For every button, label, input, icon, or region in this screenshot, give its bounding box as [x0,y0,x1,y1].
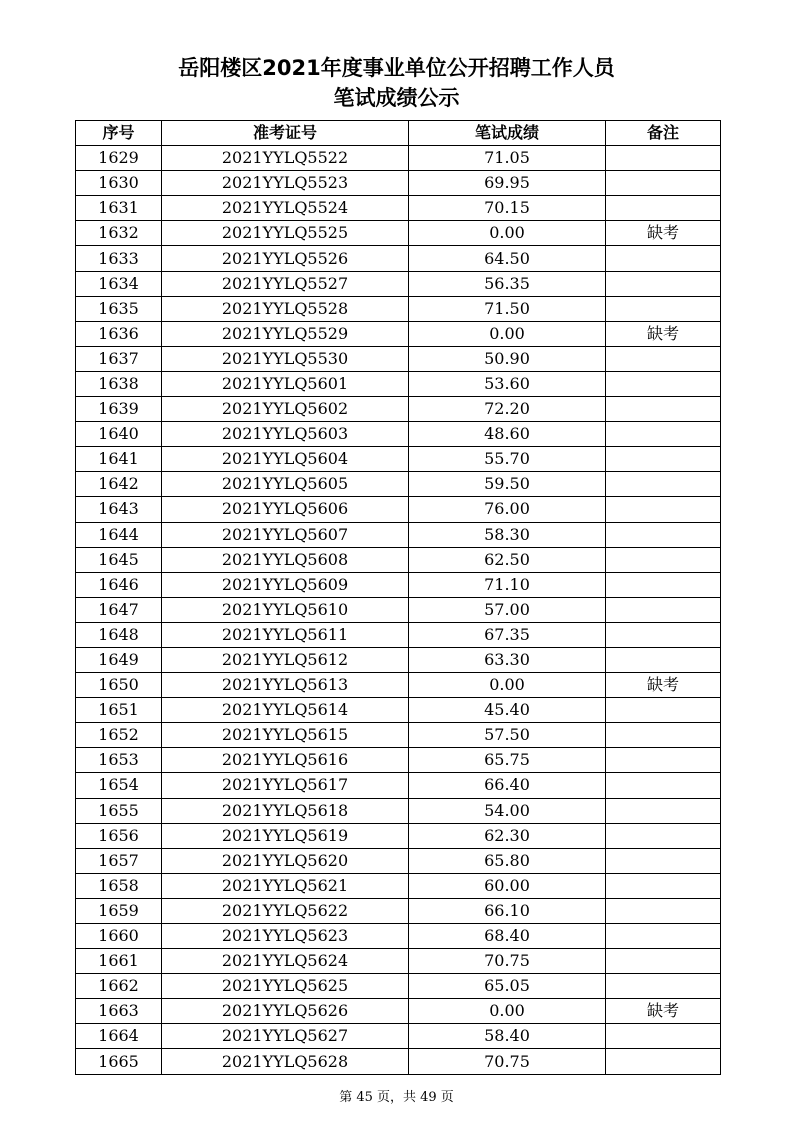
table-row [76,798,721,823]
table-row [76,472,721,497]
cell-remark [606,447,721,472]
cell-seq: 1644 [76,522,162,547]
cell-score: 68.40 [409,924,606,949]
cell-ticket-number: 2021YYLQ5626 [162,999,409,1024]
cell-remark: 缺考 [606,673,721,698]
cell-seq: 1642 [76,472,162,497]
cell-score: 60.00 [409,873,606,898]
cell-score: 48.60 [409,422,606,447]
cell-remark [606,547,721,572]
table-row [76,346,721,371]
table-row [76,848,721,873]
cell-ticket-number: 2021YYLQ5607 [162,522,409,547]
cell-score: 63.30 [409,647,606,672]
cell-ticket-number: 2021YYLQ5623 [162,924,409,949]
cell-seq: 1636 [76,321,162,346]
cell-score: 65.80 [409,848,606,873]
table-row [76,673,721,698]
cell-score: 57.50 [409,723,606,748]
cell-ticket-number: 2021YYLQ5603 [162,422,409,447]
cell-seq: 1652 [76,723,162,748]
cell-seq: 1656 [76,823,162,848]
cell-seq: 1640 [76,422,162,447]
cell-remark: 缺考 [606,321,721,346]
cell-ticket-number: 2021YYLQ5602 [162,397,409,422]
cell-ticket-number: 2021YYLQ5528 [162,296,409,321]
cell-remark [606,698,721,723]
cell-seq: 1654 [76,773,162,798]
cell-ticket-number: 2021YYLQ5611 [162,622,409,647]
cell-seq: 1634 [76,271,162,296]
cell-score: 59.50 [409,472,606,497]
cell-score: 65.05 [409,974,606,999]
cell-ticket-number: 2021YYLQ5617 [162,773,409,798]
cell-score: 0.00 [409,321,606,346]
cell-seq: 1631 [76,196,162,221]
cell-remark [606,848,721,873]
cell-ticket-number: 2021YYLQ5621 [162,873,409,898]
table-row [76,773,721,798]
cell-ticket-number: 2021YYLQ5614 [162,698,409,723]
header-seq: 序号 [76,121,162,146]
cell-seq: 1665 [76,1049,162,1074]
table-row [76,924,721,949]
cell-remark [606,798,721,823]
cell-remark [606,622,721,647]
cell-score: 65.75 [409,748,606,773]
cell-score: 55.70 [409,447,606,472]
table-row [76,572,721,597]
cell-ticket-number: 2021YYLQ5525 [162,221,409,246]
cell-remark [606,723,721,748]
table-row [76,647,721,672]
cell-ticket-number: 2021YYLQ5522 [162,146,409,171]
cell-seq: 1630 [76,171,162,196]
cell-ticket-number: 2021YYLQ5620 [162,848,409,873]
cell-seq: 1638 [76,371,162,396]
table-row [76,146,721,171]
cell-ticket-number: 2021YYLQ5618 [162,798,409,823]
cell-remark [606,1049,721,1074]
cell-score: 71.10 [409,572,606,597]
cell-remark [606,647,721,672]
table-row [76,823,721,848]
table-header-row [76,121,721,146]
cell-seq: 1660 [76,924,162,949]
cell-seq: 1655 [76,798,162,823]
cell-score: 54.00 [409,798,606,823]
cell-remark [606,597,721,622]
table-row [76,974,721,999]
cell-ticket-number: 2021YYLQ5627 [162,1024,409,1049]
cell-score: 72.20 [409,397,606,422]
cell-ticket-number: 2021YYLQ5608 [162,547,409,572]
table-row [76,898,721,923]
cell-seq: 1648 [76,622,162,647]
header-remark: 备注 [606,121,721,146]
cell-seq: 1658 [76,873,162,898]
cell-seq: 1641 [76,447,162,472]
table-row [76,371,721,396]
cell-ticket-number: 2021YYLQ5624 [162,949,409,974]
cell-seq: 1662 [76,974,162,999]
table-row [76,622,721,647]
cell-remark [606,346,721,371]
cell-seq: 1663 [76,999,162,1024]
table-row [76,597,721,622]
cell-remark [606,296,721,321]
cell-remark [606,773,721,798]
table-row [76,397,721,422]
cell-ticket-number: 2021YYLQ5527 [162,271,409,296]
cell-seq: 1649 [76,647,162,672]
cell-seq: 1646 [76,572,162,597]
cell-ticket-number: 2021YYLQ5530 [162,346,409,371]
table-row [76,497,721,522]
cell-remark [606,823,721,848]
cell-ticket-number: 2021YYLQ5529 [162,321,409,346]
header-score: 笔试成绩 [409,121,606,146]
header-ticket-number: 准考证号 [162,121,409,146]
cell-seq: 1643 [76,497,162,522]
cell-ticket-number: 2021YYLQ5616 [162,748,409,773]
table-row [76,171,721,196]
table-row [76,547,721,572]
cell-ticket-number: 2021YYLQ5610 [162,597,409,622]
table-row [76,246,721,271]
cell-ticket-number: 2021YYLQ5625 [162,974,409,999]
cell-score: 0.00 [409,673,606,698]
cell-ticket-number: 2021YYLQ5612 [162,647,409,672]
cell-seq: 1651 [76,698,162,723]
score-table [75,120,721,1075]
cell-score: 70.15 [409,196,606,221]
cell-remark [606,472,721,497]
cell-remark: 缺考 [606,999,721,1024]
table-body [76,146,721,1074]
cell-ticket-number: 2021YYLQ5606 [162,497,409,522]
cell-score: 70.75 [409,949,606,974]
page-footer: 第 45 页，共 49 页 [339,1090,454,1105]
cell-remark [606,246,721,271]
cell-ticket-number: 2021YYLQ5619 [162,823,409,848]
cell-ticket-number: 2021YYLQ5622 [162,898,409,923]
cell-remark [606,146,721,171]
cell-score: 45.40 [409,698,606,723]
cell-seq: 1629 [76,146,162,171]
table-row [76,748,721,773]
cell-remark: 缺考 [606,221,721,246]
cell-seq: 1659 [76,898,162,923]
table-row [76,271,721,296]
cell-remark [606,497,721,522]
cell-score: 56.35 [409,271,606,296]
cell-remark [606,171,721,196]
cell-remark [606,949,721,974]
cell-score: 71.05 [409,146,606,171]
cell-score: 0.00 [409,221,606,246]
cell-seq: 1661 [76,949,162,974]
cell-score: 66.10 [409,898,606,923]
cell-remark [606,1024,721,1049]
cell-ticket-number: 2021YYLQ5524 [162,196,409,221]
table-row [76,522,721,547]
cell-score: 53.60 [409,371,606,396]
cell-remark [606,196,721,221]
cell-remark [606,898,721,923]
cell-remark [606,397,721,422]
cell-ticket-number: 2021YYLQ5601 [162,371,409,396]
table-row [76,1024,721,1049]
cell-seq: 1653 [76,748,162,773]
cell-remark [606,924,721,949]
cell-remark [606,748,721,773]
cell-remark [606,422,721,447]
cell-ticket-number: 2021YYLQ5604 [162,447,409,472]
table-row [76,723,721,748]
cell-ticket-number: 2021YYLQ5526 [162,246,409,271]
cell-seq: 1650 [76,673,162,698]
table-row [76,221,721,246]
table-row [76,196,721,221]
table-row [76,873,721,898]
document-subtitle: 笔试成绩公示 [333,86,460,110]
cell-ticket-number: 2021YYLQ5523 [162,171,409,196]
cell-seq: 1639 [76,397,162,422]
cell-seq: 1633 [76,246,162,271]
cell-remark [606,522,721,547]
cell-score: 69.95 [409,171,606,196]
table-row [76,447,721,472]
cell-score: 66.40 [409,773,606,798]
cell-ticket-number: 2021YYLQ5613 [162,673,409,698]
document-title: 岳阳楼区2021年度事业单位公开招聘工作人员 [178,56,615,80]
cell-seq: 1632 [76,221,162,246]
table-row [76,698,721,723]
cell-remark [606,873,721,898]
cell-ticket-number: 2021YYLQ5628 [162,1049,409,1074]
cell-ticket-number: 2021YYLQ5609 [162,572,409,597]
cell-score: 71.50 [409,296,606,321]
table-row [76,422,721,447]
cell-seq: 1637 [76,346,162,371]
cell-seq: 1664 [76,1024,162,1049]
table-row [76,321,721,346]
cell-ticket-number: 2021YYLQ5615 [162,723,409,748]
cell-score: 76.00 [409,497,606,522]
cell-score: 67.35 [409,622,606,647]
cell-seq: 1647 [76,597,162,622]
cell-score: 57.00 [409,597,606,622]
cell-seq: 1635 [76,296,162,321]
cell-ticket-number: 2021YYLQ5605 [162,472,409,497]
cell-score: 58.40 [409,1024,606,1049]
cell-seq: 1645 [76,547,162,572]
cell-remark [606,271,721,296]
table-row [76,296,721,321]
cell-score: 0.00 [409,999,606,1024]
cell-seq: 1657 [76,848,162,873]
cell-score: 62.50 [409,547,606,572]
cell-score: 64.50 [409,246,606,271]
cell-score: 50.90 [409,346,606,371]
cell-remark [606,371,721,396]
table-row [76,949,721,974]
cell-remark [606,572,721,597]
cell-score: 62.30 [409,823,606,848]
table-row [76,999,721,1024]
cell-score: 70.75 [409,1049,606,1074]
cell-score: 58.30 [409,522,606,547]
cell-remark [606,974,721,999]
table-row [76,1049,721,1074]
